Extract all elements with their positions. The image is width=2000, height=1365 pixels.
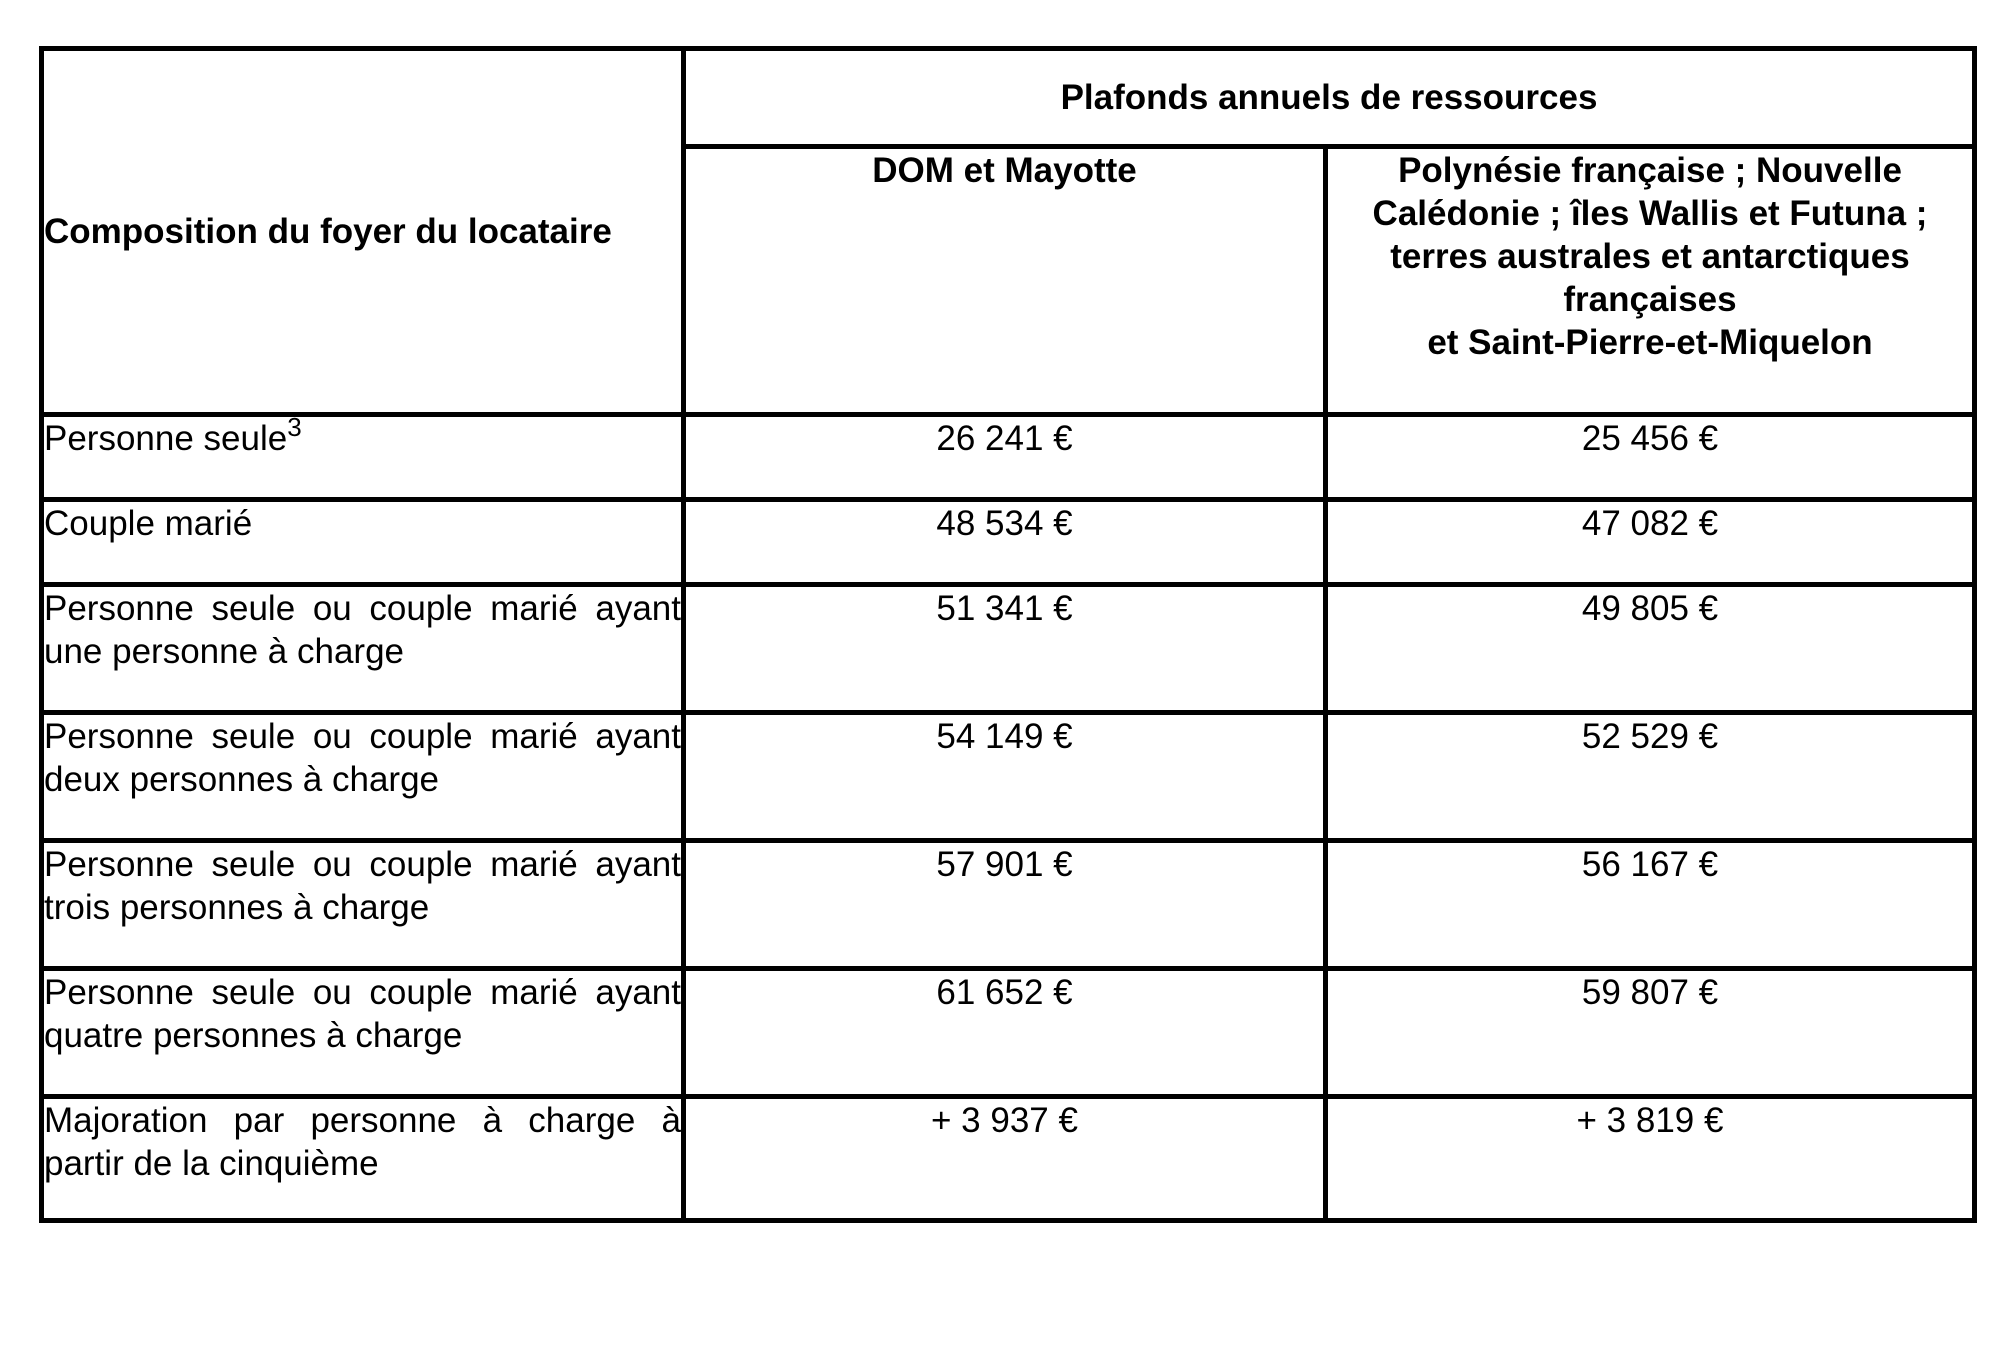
row-label-text: Personne seule <box>44 419 288 458</box>
value-polynesie: 25 456 € <box>1326 415 1975 500</box>
row-label: Personne seule ou couple marié ayant une personne à charge <box>42 585 684 713</box>
table-row <box>42 969 1975 1097</box>
value-dom: 51 341 € <box>684 585 1326 713</box>
value-polynesie: 59 807 € <box>1326 969 1975 1097</box>
value-polynesie: + 3 819 € <box>1326 1097 1975 1221</box>
row-label: Personne seule ou couple marié ayant trois personnes à charge <box>42 841 684 969</box>
value-dom: + 3 937 € <box>684 1097 1326 1221</box>
header-polynesie-etc: Polynésie française ; Nouvelle Calédonie ; îles Wallis et Futuna ; terres australes et antarctiques françaises et Saint-Pierre-et-Miquelon <box>1326 147 1975 415</box>
header-composition: Composition du foyer du locataire <box>42 49 684 415</box>
resource-ceilings-table <box>39 46 1977 1223</box>
table-row <box>42 713 1975 841</box>
value-dom: 48 534 € <box>684 500 1326 585</box>
row-label: Couple marié <box>42 500 684 585</box>
value-dom: 61 652 € <box>684 969 1326 1097</box>
value-dom: 26 241 € <box>684 415 1326 500</box>
header-plafonds: Plafonds annuels de ressources <box>684 49 1975 147</box>
value-polynesie: 47 082 € <box>1326 500 1975 585</box>
value-dom: 54 149 € <box>684 713 1326 841</box>
row-label <box>42 412 684 500</box>
value-polynesie: 49 805 € <box>1326 585 1975 713</box>
table-row <box>42 841 1975 969</box>
row-label: Personne seule ou couple marié ayant quatre personnes à charge <box>42 969 684 1097</box>
header-dom-mayotte: DOM et Mayotte <box>684 147 1326 415</box>
value-polynesie: 56 167 € <box>1326 841 1975 969</box>
table-row <box>42 1097 1975 1221</box>
row-label: Majoration par personne à charge à partir de la cinquième <box>42 1097 684 1221</box>
table-row <box>42 500 1975 585</box>
table-row <box>42 415 1975 500</box>
table-row <box>42 585 1975 713</box>
row-label: Personne seule ou couple marié ayant deux personnes à charge <box>42 713 684 841</box>
value-dom: 57 901 € <box>684 841 1326 969</box>
value-polynesie: 52 529 € <box>1326 713 1975 841</box>
footnote-marker: 3 <box>287 412 302 442</box>
